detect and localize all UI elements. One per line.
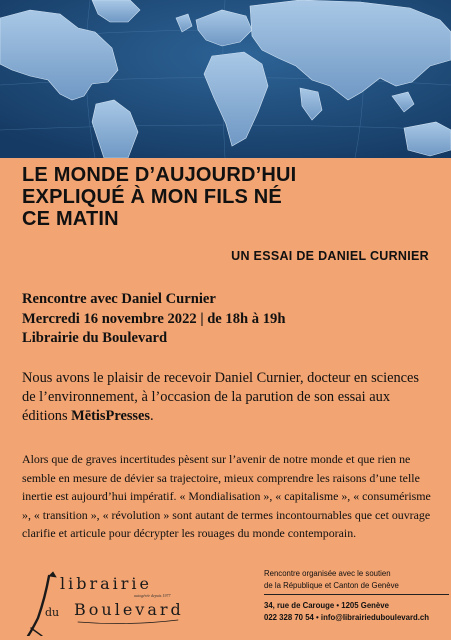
description-paragraph: Alors que de graves incertitudes pèsent sur l’avenir de notre monde et que rien ne semble en mesure de dévier sa trajectoire, mieux comprendre les raisons d’une telle inertie est aujourd’hui impératif. « Mondialisation », « capitalisme », « consumérisme », « transition », « révolution » sont autant de termes incontournables que cet ouvrage clarifie et articule pour décrypter les rouages du monde contemporain. <box>22 452 431 541</box>
support-line-2: de la République et Canton de Genève <box>264 580 399 590</box>
title-line-3: CE MATIN <box>22 208 119 230</box>
event-date-time: Mercredi 16 novembre 2022 | de 18h à 19h <box>22 310 286 327</box>
event-venue: Librairie du Boulevard <box>22 330 168 346</box>
footer-divider <box>264 594 449 595</box>
intro-paragraph <box>22 369 432 425</box>
contact-info: 022 328 70 54 • info@librairieduboulevard.ch <box>264 612 430 622</box>
title-line-2: EXPLIQUÉ À MON FILS NÉ <box>22 186 282 208</box>
logo-text-du: du <box>45 606 60 619</box>
logo-text-boulevard: Boulevard <box>74 600 184 619</box>
bookstore-logo <box>18 570 214 636</box>
address: 34, rue de Carouge • 1205 Genève <box>264 601 389 611</box>
logo-text-librairie: librairie <box>60 574 153 593</box>
logo-tagline: autogérée depuis 1977 <box>134 593 171 598</box>
book-subtitle: UN ESSAI DE DANIEL CURNIER <box>231 249 429 263</box>
intro-end: . <box>150 407 154 424</box>
world-map-image <box>0 0 451 158</box>
event-info <box>22 290 432 349</box>
intro-text: Nous avons le plaisir de recevoir Daniel Curnier, docteur en sciences de l’environnement, à l’occasion de la parution de son essai aux éditions <box>22 370 420 424</box>
event-guest: Rencontre avec Daniel Curnier <box>22 291 216 307</box>
publisher-name: MētisPresses <box>71 407 151 424</box>
book-title <box>22 164 432 230</box>
support-line-1: Rencontre organisée avec le soutien <box>264 569 391 578</box>
title-line-1: LE MONDE D’AUJOURD’HUI <box>22 164 297 186</box>
footer-info <box>264 568 449 623</box>
